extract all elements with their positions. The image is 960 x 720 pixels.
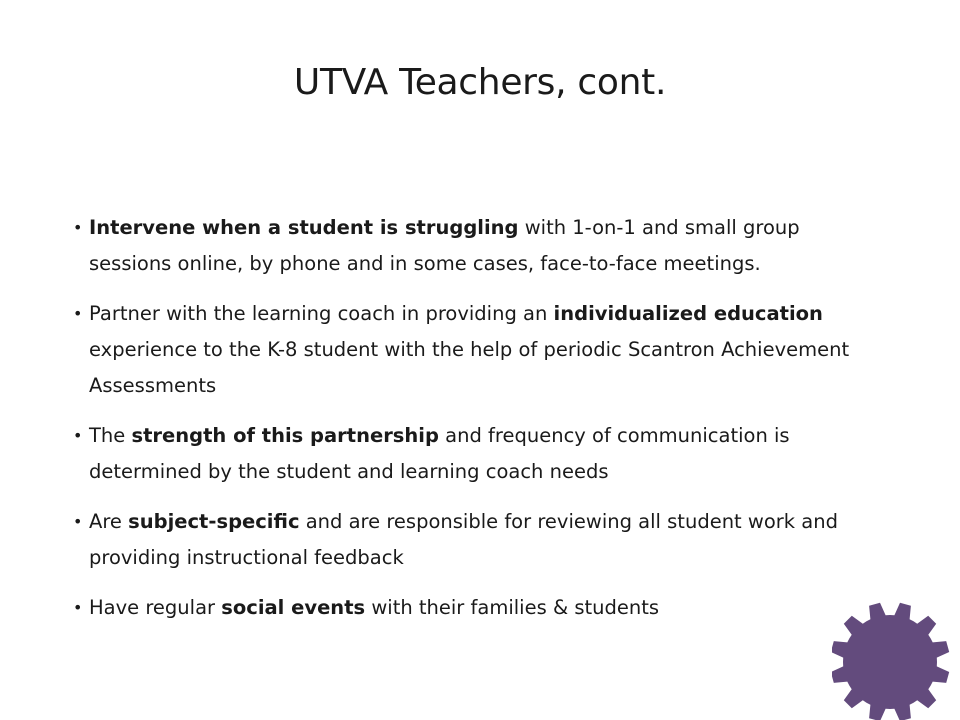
gear-shape	[832, 603, 949, 720]
bullet-text: Are	[89, 510, 129, 533]
bullet-bold-text: individualized education	[553, 302, 823, 325]
bullet-text: Have regular	[89, 596, 222, 619]
bullet-item-partnership	[73, 418, 885, 490]
bullet-bold-text: Intervene when a student is struggling	[89, 216, 519, 239]
bullet-text: with their families & students	[365, 596, 660, 619]
gear-icon-svg	[832, 600, 960, 720]
bullet-text: experience to the K-8 student with the help of periodic Scantron Achievement Assessments	[89, 338, 850, 397]
bullet-bold-text: strength of this partnership	[131, 424, 439, 447]
bullet-dot: •	[73, 598, 83, 617]
bullet-text: and are responsible for reviewing all student work and providing instructional feedback	[89, 510, 838, 569]
bullet-bold-text: social events	[221, 596, 366, 619]
gear-icon	[832, 600, 960, 720]
bullet-text: Partner with the learning coach in providing an	[89, 302, 554, 325]
slide-title: UTVA Teachers, cont.	[293, 62, 667, 103]
bullet-dot: •	[73, 218, 83, 237]
bullet-item-intervene	[73, 210, 885, 282]
bullet-text: with 1-on-1 and small group sessions online, by phone and in some cases, face-to-face meetings.	[89, 216, 800, 275]
bullet-dot: •	[73, 304, 83, 323]
bullet-text: and frequency of communication is determined by the student and learning coach needs	[89, 424, 790, 483]
bullet-text: The	[89, 424, 132, 447]
bullet-list	[73, 210, 885, 626]
bullet-item-social	[73, 590, 885, 626]
bullet-dot: •	[73, 512, 83, 531]
bullet-item-partner	[73, 296, 885, 404]
bullet-dot: •	[73, 426, 83, 445]
bullet-bold-text: subject-specific	[128, 510, 300, 533]
bullet-item-subject	[73, 504, 885, 576]
